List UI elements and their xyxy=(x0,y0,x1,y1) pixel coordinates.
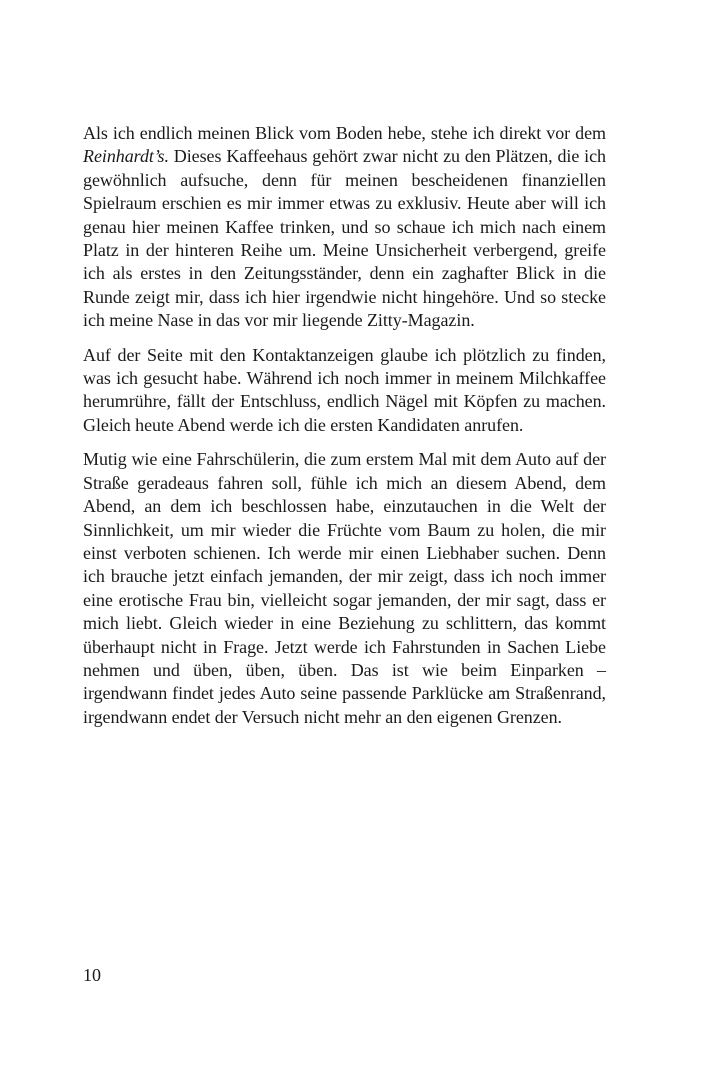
paragraph-1 xyxy=(83,122,606,333)
paragraph-1-text-end: Dieses Kaffeehaus gehört zwar nicht zu den Plätzen, die ich gewöhnlich aufsuche, denn für meinen bescheidenen finanziellen Spielraum erschien es mir immer etwas zu exklusiv. Heute aber will ich genau hier meinen Kaffee trinken, und so schaue ich mich nach einem Platz in der hinteren Reihe um. Meine Unsicherheit verbergend, greife ich als erstes in den Zeitungsständer, denn ein zaghafter Blick in die Runde zeigt mir, dass ich hier irgendwie nicht hingehöre. Und so stecke ich meine Nase in das vor mir liegende Zitty-Magazin. xyxy=(83,146,606,331)
cafe-name-italic: Reinhardt’s. xyxy=(83,146,169,167)
body-text xyxy=(83,122,606,740)
page-number: 10 xyxy=(83,965,101,985)
paragraph-2: Auf der Seite mit den Kontaktanzeigen glaube ich plötzlich zu finden, was ich gesucht habe. Während ich noch immer in meinem Milchkaffee herumrühre, fällt der Entschluss, endlich Nägel mit Köpfen zu machen. Gleich heute Abend werde ich die ersten Kandidaten anrufen. xyxy=(83,344,606,435)
paragraph-1-text-start: Als ich endlich meinen Blick vom Boden hebe, stehe ich direkt vor dem xyxy=(83,123,606,143)
paragraph-3: Mutig wie eine Fahrschülerin, die zum erstem Mal mit dem Auto auf der Straße geradeaus fahren soll, fühle ich mich an diesem Abend, dem Abend, an dem ich beschlossen habe, einzutauchen in die Welt der Sinnlichkeit, um mir wieder die Früchte vom Baum zu holen, die mir einst verboten schienen. Ich werde mir einen Liebhaber suchen. Denn ich brauche jetzt einfach jemanden, der mir zeigt, dass ich noch immer eine erotische Frau bin, vielleicht sogar jemanden, der mir sagt, dass er mich liebt. Gleich wieder in eine Beziehung zu schlittern, das kommt überhaupt nicht in Frage. Jetzt werde ich Fahrstunden in Sachen Liebe nehmen und üben, üben, üben. Das ist wie beim Einparken – irgendwann findet jedes Auto seine passende Parklücke am Straßenrand, irgendwann endet der Versuch nicht mehr an den eigenen Grenzen. xyxy=(83,449,606,727)
